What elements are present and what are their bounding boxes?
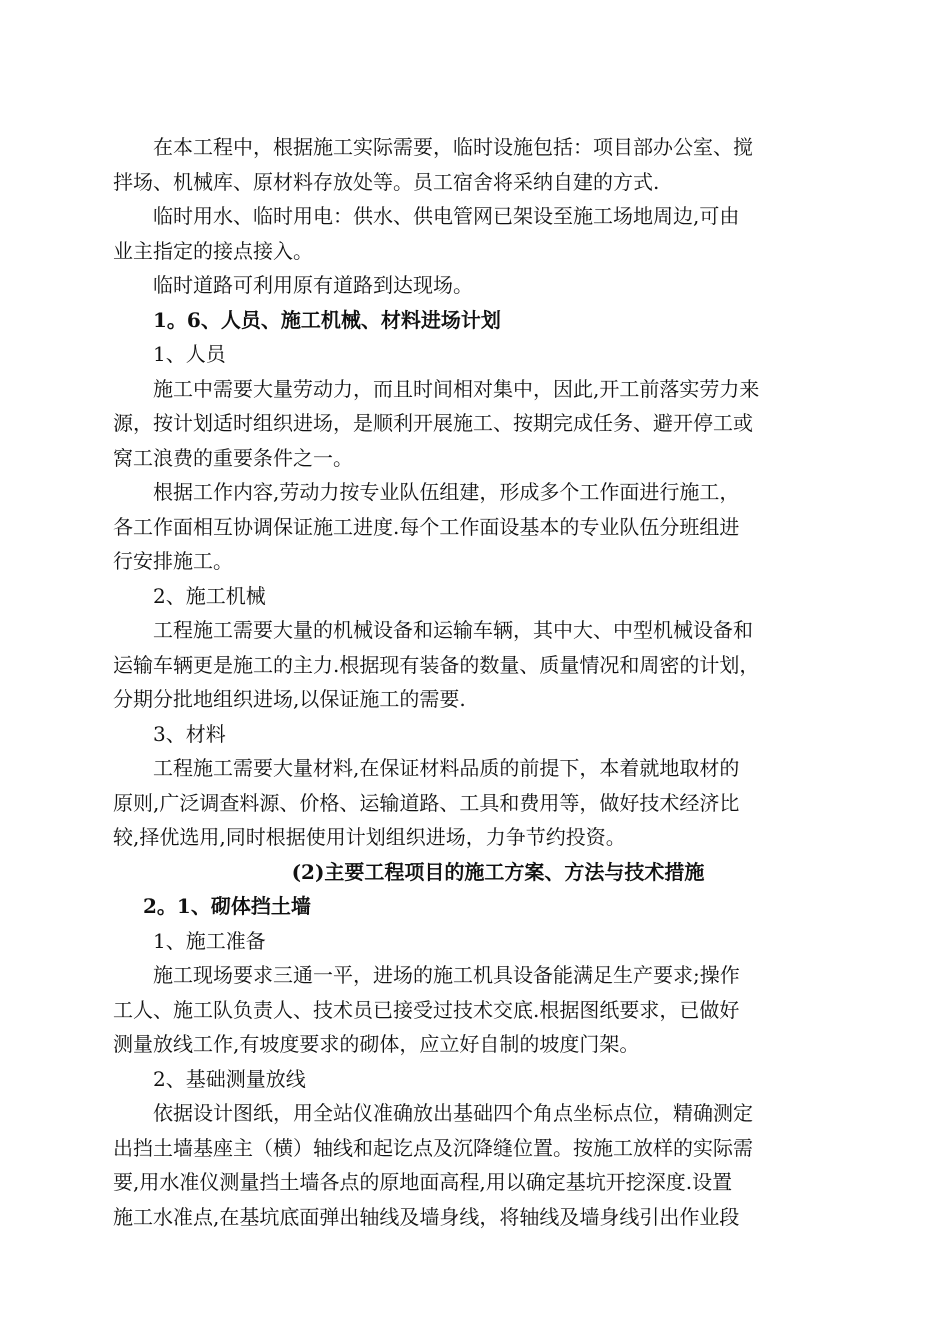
text-line: 窝工浪费的重要条件之一。	[113, 445, 353, 470]
text-line: 1、人员	[153, 342, 226, 366]
text-line: 工程施工需要大量材料,在保证材料品质的前提下，本着就地取材的	[153, 756, 740, 780]
paragraph	[113, 337, 843, 372]
text-line: 业主指定的接点接入。	[113, 238, 313, 263]
subsection-heading	[113, 889, 843, 924]
text-line: 较,择优选用,同时根据使用计划组织进场，力争节约投资。	[113, 825, 626, 849]
paragraph	[113, 268, 843, 303]
chapter-heading	[113, 855, 843, 890]
text-line: (2)主要工程项目的施工方案、方法与技术措施	[291, 859, 705, 884]
text-line: 2、施工机械	[153, 583, 266, 608]
text-line: 工人、施工队负责人、技术员已接受过技术交底.根据图纸要求，已做好	[113, 997, 740, 1022]
text-line: 行安排施工。	[113, 549, 233, 573]
paragraph	[113, 372, 843, 476]
text-line: 在本工程中，根据施工实际需要，临时设施包括：项目部办公室、搅	[153, 135, 753, 159]
text-line: 原则,广泛调查料源、价格、运输道路、工具和费用等，做好技术经济比	[113, 790, 740, 815]
text-line: 1、施工准备	[153, 928, 266, 953]
paragraph	[113, 1062, 843, 1097]
text-line: 临时用水、临时用电：供水、供电管网已架设至施工场地周边,可由	[153, 204, 740, 228]
paragraph	[113, 1096, 843, 1234]
text-line: 源，按计划适时组织进场，是顺利开展施工、按期完成任务、避开停工或	[113, 411, 753, 435]
paragraph	[113, 579, 843, 614]
paragraph	[113, 958, 843, 1062]
text-line: 各工作面相互协调保证施工进度.每个工作面设基本的专业队伍分班组进	[113, 514, 740, 539]
text-line: 根据工作内容,劳动力按专业队伍组建，形成多个工作面进行施工，	[153, 480, 740, 504]
paragraph	[113, 717, 843, 752]
text-line: 要,用水准仪测量挡土墙各点的原地面高程,用以确定基坑开挖深度.设置	[113, 1170, 733, 1194]
paragraph	[113, 130, 843, 199]
document-body	[113, 130, 843, 1234]
text-line: 拌场、机械库、原材料存放处等。员工宿舍将采纳自建的方式.	[113, 169, 660, 194]
paragraph	[113, 475, 843, 579]
text-line: 依据设计图纸，用全站仪准确放出基础四个角点坐标点位，精确测定	[153, 1101, 753, 1125]
text-line: 2。1、砌体挡土墙	[143, 894, 311, 918]
text-line: 临时道路可利用原有道路到达现场。	[153, 273, 473, 297]
text-line: 出挡土墙基座主（横）轴线和起讫点及沉降缝位置。按施工放样的实际需	[113, 1135, 753, 1160]
paragraph	[113, 751, 843, 855]
section-heading	[113, 303, 843, 338]
text-line: 3、材料	[153, 721, 226, 746]
text-line: 1。6、人员、施工机械、材料进场计划	[153, 307, 501, 332]
text-line: 测量放线工作,有坡度要求的砌体，应立好自制的坡度门架。	[113, 1032, 640, 1056]
paragraph	[113, 613, 843, 717]
text-line: 运输车辆更是施工的主力.根据现有装备的数量、质量情况和周密的计划，	[113, 652, 760, 677]
text-line: 施工水准点,在基坑底面弹出轴线及墙身线，将轴线及墙身线引出作业段	[113, 1204, 740, 1229]
paragraph	[113, 199, 843, 268]
paragraph	[113, 924, 843, 959]
text-line: 2、基础测量放线	[153, 1066, 306, 1091]
text-line: 分期分批地组织进场,以保证施工的需要.	[113, 687, 466, 711]
text-line: 施工中需要大量劳动力，而且时间相对集中，因此,开工前落实劳力来	[153, 376, 760, 401]
text-line: 工程施工需要大量的机械设备和运输车辆，其中大、中型机械设备和	[153, 618, 753, 642]
text-line: 施工现场要求三通一平，进场的施工机具设备能满足生产要求;操作	[153, 963, 740, 987]
